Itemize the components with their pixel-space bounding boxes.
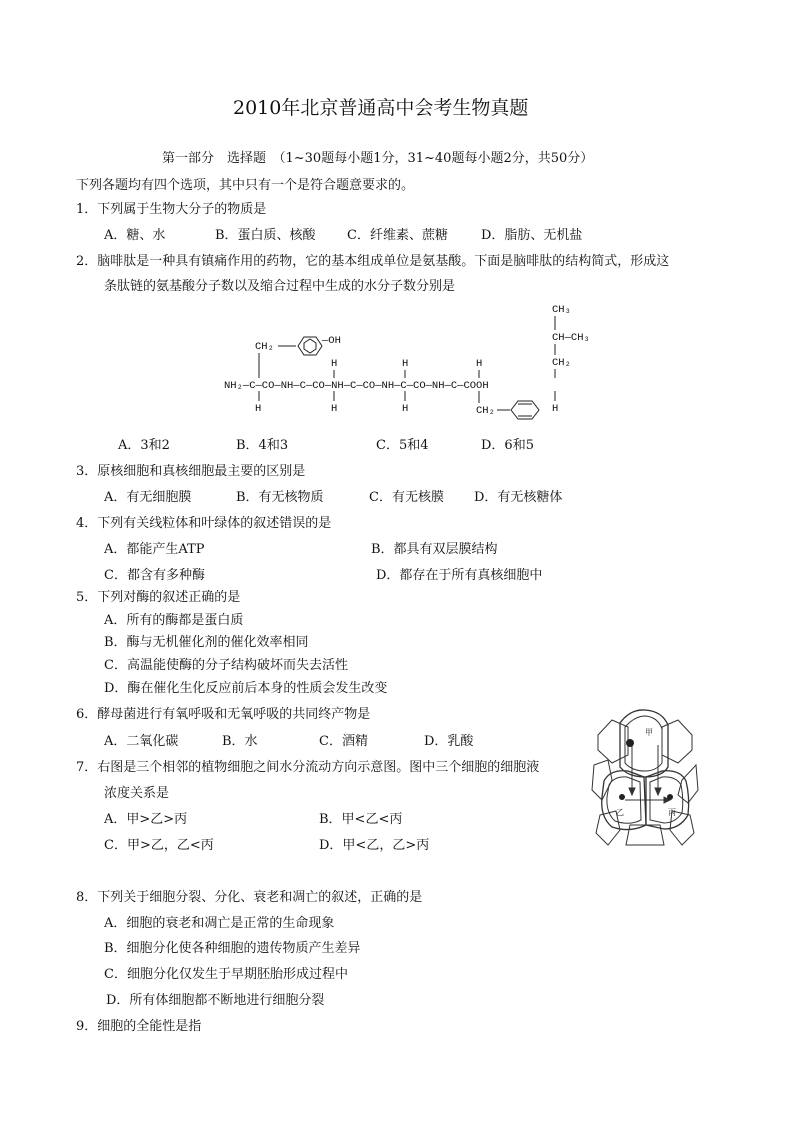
formula-h: H — [476, 358, 483, 370]
formula-h: H — [402, 403, 409, 415]
q2-option-a: A．3和2 — [118, 438, 170, 453]
page-title: 2010年北京普通高中会考生物真题 — [233, 97, 529, 119]
q3-option-c: C．有无核膜 — [369, 490, 444, 505]
cell-label-jia: 甲 — [645, 728, 653, 737]
q3-stem: 3．原核细胞和真核细胞最主要的区别是 — [76, 464, 306, 479]
cell-label-yi: 乙 — [616, 808, 624, 817]
q7-stem-line1: 7．右图是三个相邻的植物细胞之间水分流动方向示意图。图中三个细胞的细胞液 — [76, 760, 540, 775]
formula-oh: —OH — [322, 335, 341, 347]
q1-option-b: B．蛋白质、核酸 — [215, 228, 316, 243]
formula-ch2-top: CH₂ — [255, 341, 274, 353]
q2-stem-line2: 条肽链的氨基酸分子数以及缩合过程中生成的水分子数分别是 — [104, 279, 456, 294]
q7-option-d: D．甲<乙，乙>丙 — [319, 838, 430, 853]
plant-cells-figure — [590, 705, 700, 850]
q4-option-a: A．都能产生ATP — [104, 542, 205, 557]
q8-option-a: A．细胞的衰老和凋亡是正常的生命现象 — [104, 916, 335, 931]
formula-ch2-right: CH₂ — [552, 357, 571, 369]
formula-backbone: NH₂—C—CO—NH—C—CO—NH—C—CO—NH—C—CO—NH—C—COOH — [224, 380, 489, 392]
q2-option-c: C．5和4 — [376, 438, 429, 453]
part-header: 第一部分 选择题 （1~30题每小题1分，31~40题每小题2分，共50分） — [162, 151, 594, 166]
formula-h: H — [402, 358, 409, 370]
q2-option-d: D．6和5 — [481, 438, 534, 453]
q4-option-c: C．都含有多种酶 — [104, 568, 205, 583]
q4-option-b: B．都具有双层膜结构 — [371, 542, 498, 557]
q8-option-c: C．细胞分化仅发生于早期胚胎形成过程中 — [104, 967, 348, 982]
q5-stem: 5．下列对酶的叙述正确的是 — [76, 590, 241, 605]
q8-option-d: D．所有体细胞都不断地进行细胞分裂 — [106, 993, 325, 1008]
q7-option-c: C．甲>乙，乙<丙 — [104, 838, 214, 853]
cell-label-bing: 丙 — [668, 808, 676, 817]
q5-option-c: C．高温能使酶的分子结构破坏而失去活性 — [104, 658, 348, 673]
q5-option-b: B．酶与无机催化剂的催化效率相同 — [104, 635, 309, 650]
formula-h: H — [331, 358, 338, 370]
formula-ch: CH—CH₃ — [552, 332, 590, 344]
q4-option-d: D．都存在于所有真核细胞中 — [376, 568, 543, 583]
q1-option-c: C．纤维素、蔗糖 — [347, 228, 448, 243]
q8-stem: 8．下列关于细胞分裂、分化、衰老和凋亡的叙述，正确的是 — [76, 890, 423, 905]
q6-option-c: C．酒精 — [319, 734, 368, 749]
formula-h: H — [552, 403, 559, 415]
q7-option-b: B．甲<乙<丙 — [319, 812, 403, 827]
q4-stem: 4．下列有关线粒体和叶绿体的叙述错误的是 — [76, 516, 332, 531]
q6-option-b: B．水 — [222, 734, 258, 749]
q7-option-a: A．甲>乙>丙 — [104, 812, 188, 827]
q3-option-a: A．有无细胞膜 — [104, 490, 192, 505]
q2-stem-line1: 2．脑啡肽是一种具有镇痛作用的药物，它的基本组成单位是氨基酸。下面是脑啡肽的结构简式，形成这 — [76, 254, 670, 269]
formula-h: H — [255, 403, 262, 415]
q1-stem: 1．下列属于生物大分子的物质是 — [76, 202, 267, 217]
q6-option-a: A．二氧化碳 — [104, 734, 179, 749]
q3-option-d: D．有无核糖体 — [474, 490, 563, 505]
q1-option-a: A．糖、水 — [104, 228, 166, 243]
q6-stem: 6．酵母菌进行有氧呼吸和无氧呼吸的共同终产物是 — [76, 707, 371, 722]
q7-stem-line2: 浓度关系是 — [104, 786, 170, 801]
q2-option-b: B．4和3 — [236, 438, 289, 453]
q5-option-a: A．所有的酶都是蛋白质 — [104, 613, 244, 628]
q1-option-d: D．脂肪、无机盐 — [481, 228, 583, 243]
q8-option-b: B．细胞分化使各种细胞的遗传物质产生差异 — [104, 941, 361, 956]
formula-ch3: CH₃ — [552, 304, 571, 316]
q3-option-b: B．有无核物质 — [236, 490, 324, 505]
formula-ch2-bottom: CH₂ — [476, 405, 495, 417]
q9-stem: 9．细胞的全能性是指 — [76, 1019, 202, 1034]
q6-option-d: D．乳酸 — [424, 734, 474, 749]
formula-h: H — [331, 403, 338, 415]
instruction: 下列各题均有四个选项，其中只有一个是符合题意要求的。 — [76, 178, 415, 193]
q5-option-d: D．酶在催化生化反应前后本身的性质会发生改变 — [104, 681, 388, 696]
